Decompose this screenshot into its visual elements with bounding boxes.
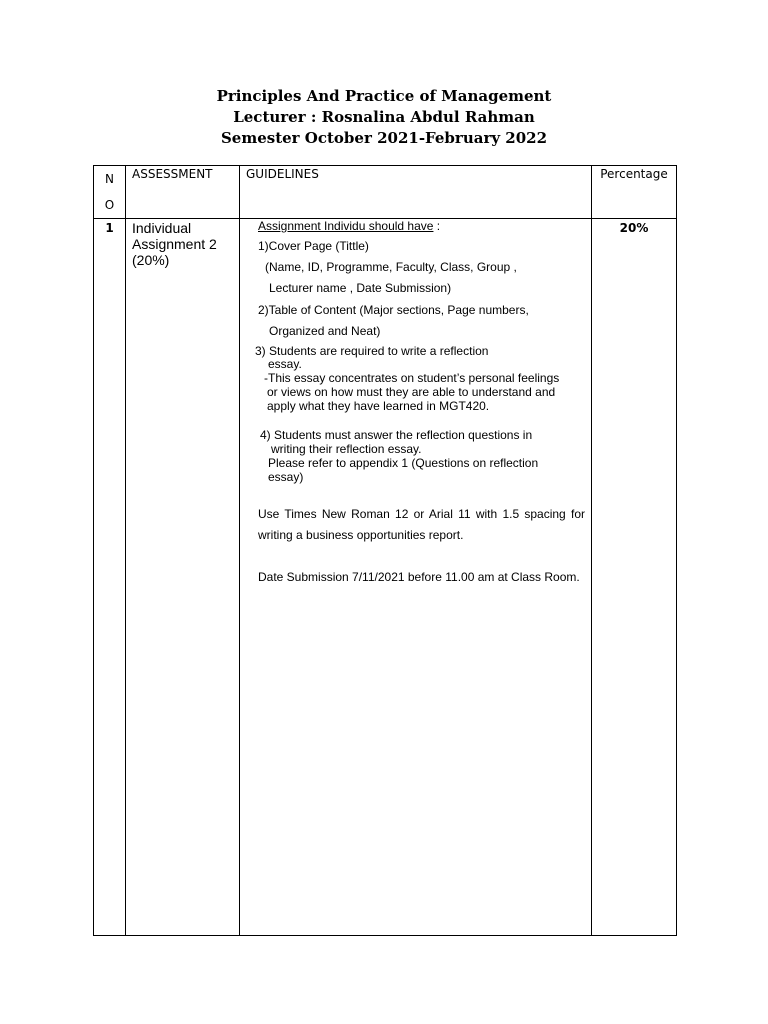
row-number: 1 [94, 219, 126, 936]
guideline-item-1: 1)Cover Page (Tittle) [258, 239, 369, 253]
guideline-item-3-e: apply what they have learned in MGT420. [267, 399, 490, 413]
guideline-item-4-a: 4) Students must answer the reflection questions in [260, 428, 533, 442]
format-note: Use Times New Roman 12 or Arial 11 with 1.5 spacing for writing a business opportunities report. [258, 507, 585, 542]
table-row [94, 219, 677, 936]
header-guidelines: GUIDELINES [240, 166, 592, 219]
assessment-table [93, 165, 677, 936]
guidelines-intro: Assignment Individu should have : [258, 219, 441, 233]
semester-line: Semester October 2021-February 2022 [220, 129, 548, 147]
document-header [0, 86, 768, 149]
guideline-item-2-a: 2)Table of Content (Major sections, Page numbers, [258, 303, 529, 317]
row-guidelines [240, 219, 592, 936]
submission-note: Date Submission 7/11/2021 before 11.00 am at Class Room. [258, 570, 580, 584]
header-assessment: ASSESSMENT [126, 166, 240, 219]
guideline-item-1-detail-b: Lecturer name , Date Submission) [269, 281, 452, 295]
header-no: N O [94, 166, 126, 219]
guideline-item-4-d: essay) [268, 470, 304, 484]
guideline-item-3-d: or views on how must they are able to understand and [267, 385, 556, 399]
guideline-item-4-c: Please refer to appendix 1 (Questions on reflection [268, 456, 539, 470]
guideline-item-4-b: writing their reflection essay. [271, 442, 422, 456]
guideline-item-3-a: 3) Students are required to write a reflection [255, 344, 489, 358]
row-assessment: Individual Assignment 2 (20%) [126, 219, 240, 936]
guideline-item-1-detail-a: (Name, ID, Programme, Faculty, Class, Group , [265, 260, 517, 274]
guideline-item-3-b: essay. [268, 357, 302, 371]
guideline-item-2-b: Organized and Neat) [269, 324, 381, 338]
lecturer-line: Lecturer : Rosnalina Abdul Rahman [233, 108, 535, 126]
course-title: Principles And Practice of Management [216, 87, 552, 105]
row-percentage: 20% [592, 219, 677, 936]
table-header-row [94, 166, 677, 219]
guideline-item-3-c: -This essay concentrates on student’s personal feelings [264, 371, 560, 385]
header-percentage: Percentage [592, 166, 677, 219]
